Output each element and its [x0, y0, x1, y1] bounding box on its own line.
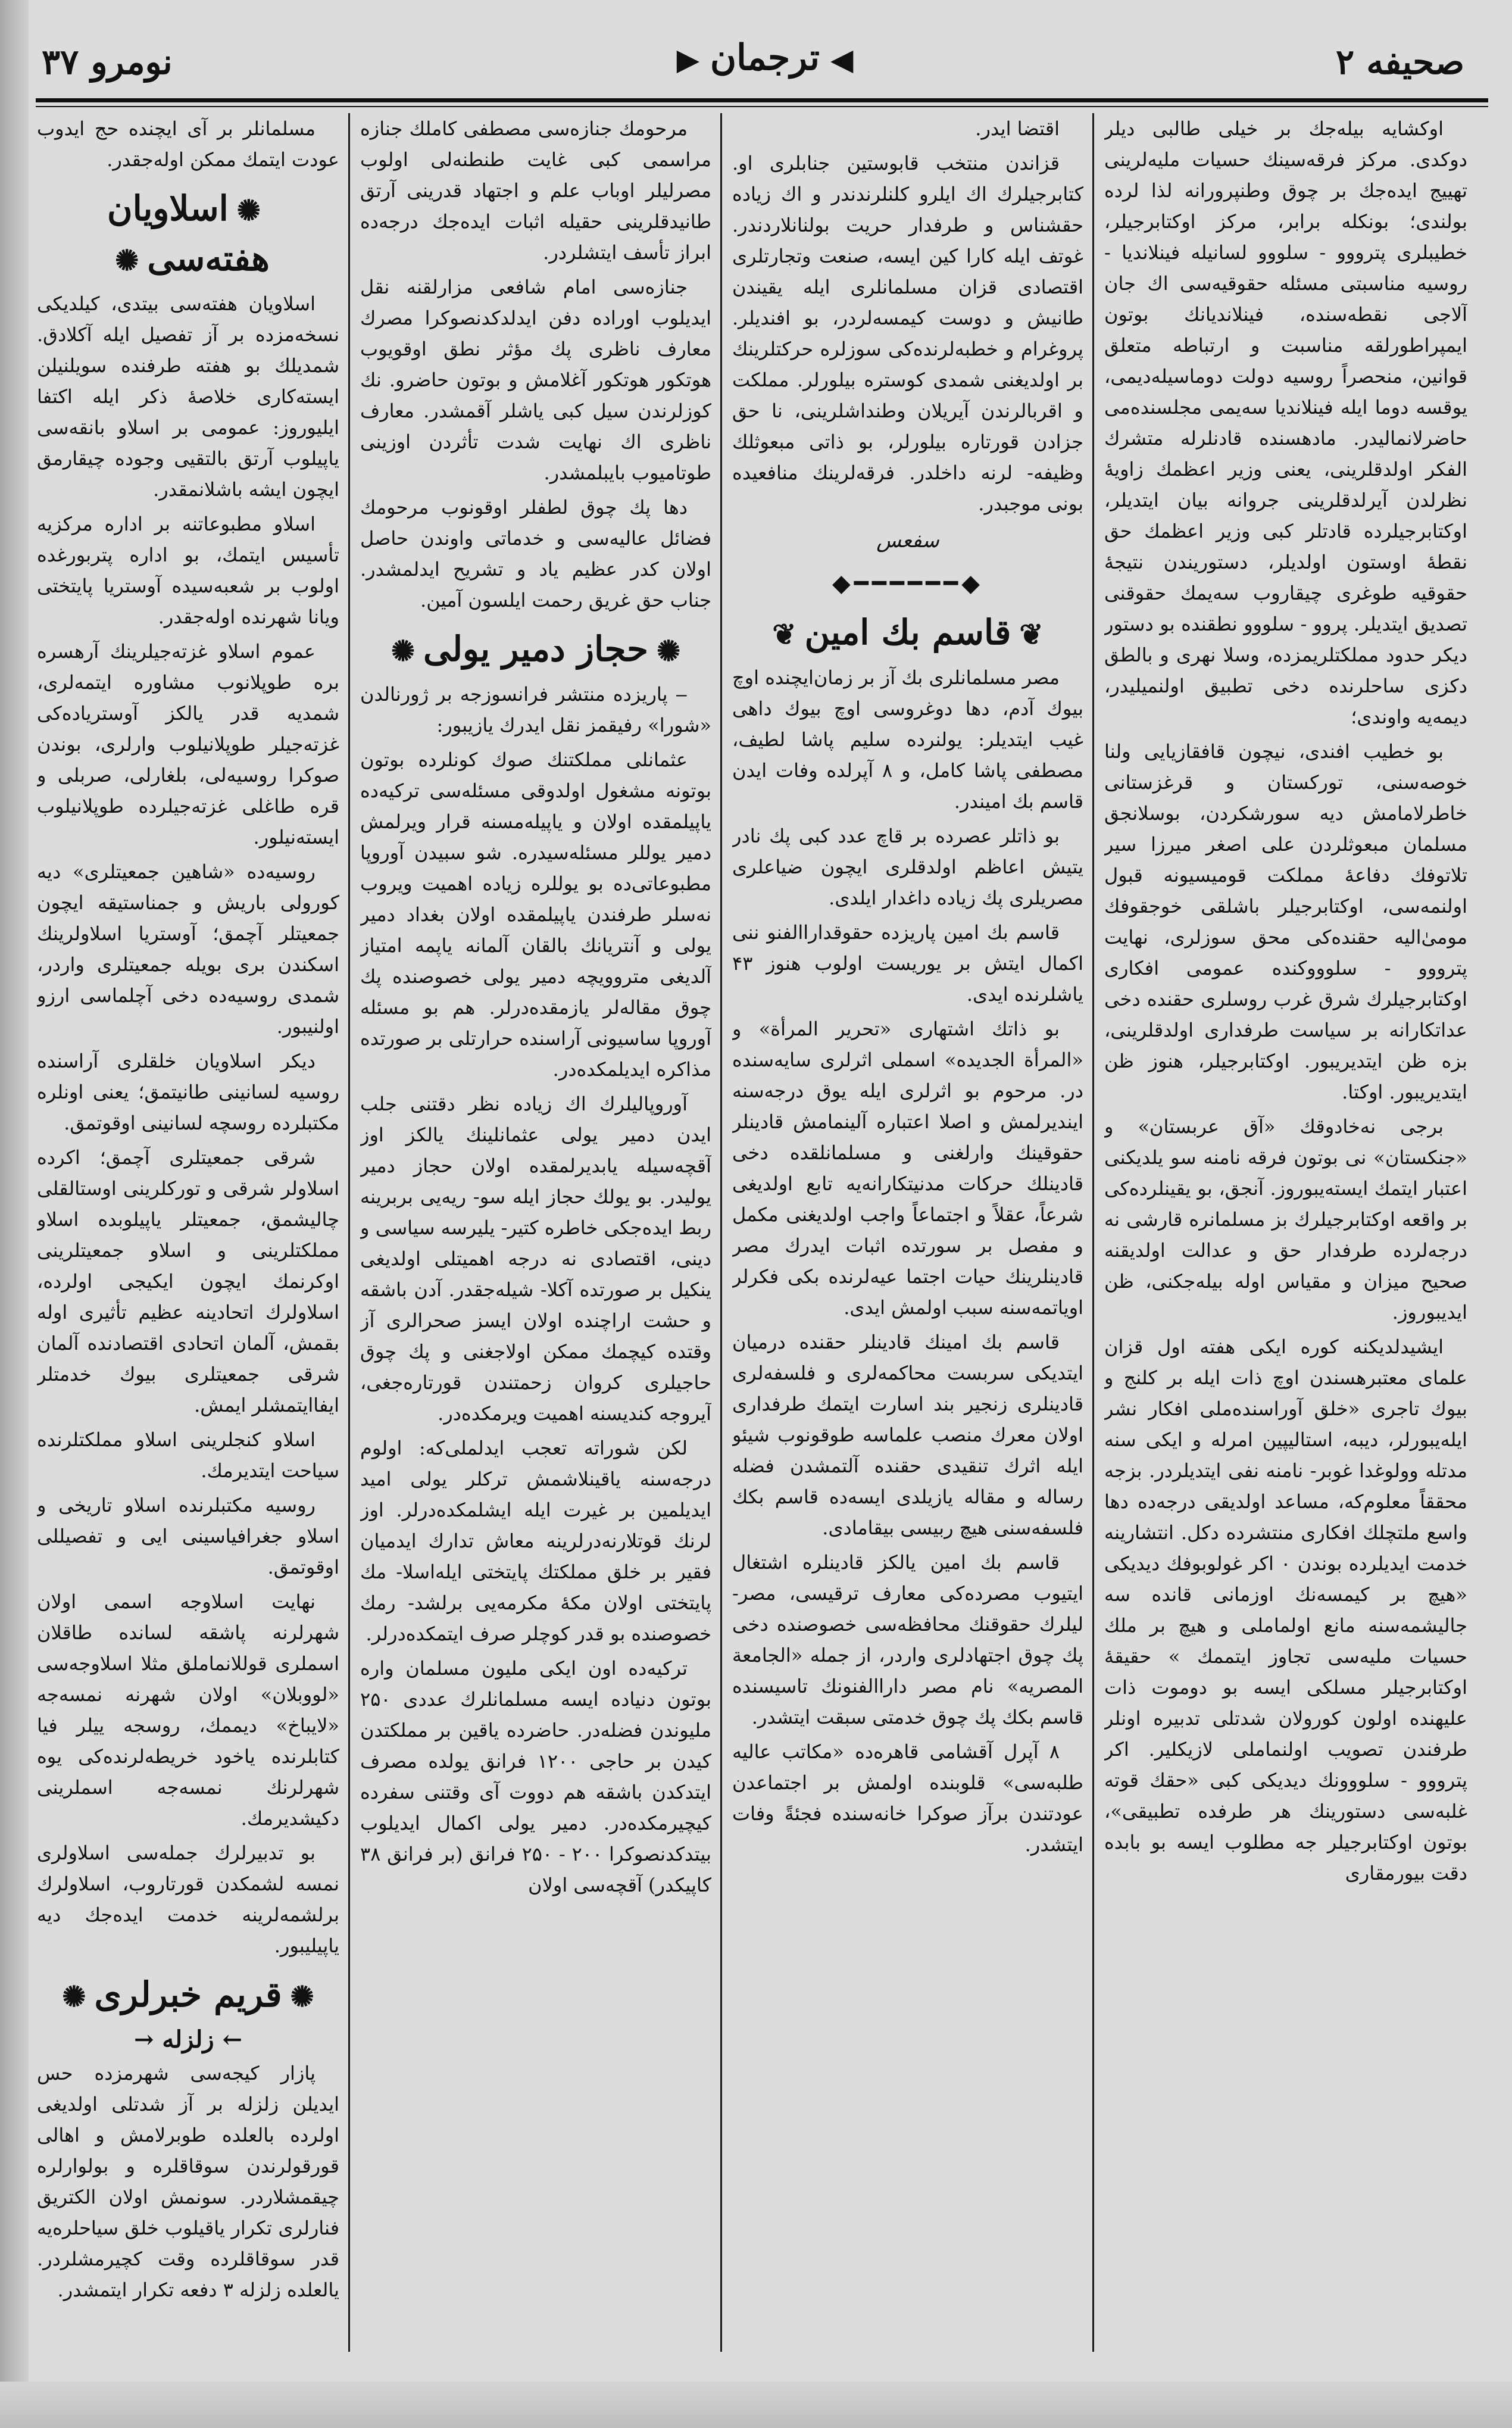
paragraph: ۸ آپرل آقشامی قاهره‌ده «مکاتب عالیه طلبه‌سی» قلوبنده اولمش بر اجتماعدن عودتندن برآز صوکرا خانه‌سنده فجئةً وفات ایتشدر.: [732, 1740, 1083, 1856]
article-heading: [37, 1971, 339, 2021]
ornamental-flourish-icon: ✺: [62, 1980, 86, 2014]
paragraph: قاسم بك امین پاریزده حقوقداراالفنو ننی اکمال ایتش بر یوریست اولوب هنوز ۴۳ یاشلرنده ایدی.: [732, 921, 1083, 1006]
page-label: صحیفه ۲: [1336, 42, 1464, 82]
paragraph: اسلاو کنجلرینی اسلاو مملکتلرنده سیاحت ایتدیرمك.: [37, 1428, 339, 1482]
paragraph: اسلاو مطبوعاتنه بر اداره مرکزیه تأسیس ایتمك، بو اداره پتربورغده اولوب بر شعبه‌سیده آوستریا پایتختی ویانا شهرنده اوله‌جقدر.: [37, 513, 339, 628]
paragraph: ‒ پاریزده منتشر فرانسوزجه بر ژورنالدن «شورا» رفیقمز نقل ایدرك یازیبور:: [360, 683, 711, 736]
paragraph: روسیه مکتبلرنده اسلاو تاریخی و اسلاو جغرافیاسینی ایی و تفصیللی اوقوتمق.: [37, 1494, 339, 1578]
paragraph: قاسم بك امینك قادینلر حقنده درمیان ایتدیکی سربست محاکمه‌لری و فلسفه‌لری قادینلری زنجیر بند اسارت ایتمك طرفداری اولان معرك منصب علماسه طوقونوب شیئو ایله اثرك تنقیدی حقنده آلتمشدن فضله رساله و مقاله یازیلدی ایسه‌ده قاسم بکك فلسفه‌سنی هیچ ربیسی بیقامادی.: [732, 1331, 1083, 1539]
issue-number: نومرو ۳۷: [42, 42, 173, 82]
paragraph: ترکیه‌ده اون ایکی ملیون مسلمان واره بوتون دنیاده ایسه مسلمانلرك عددی ۲۵۰ ملیوندن فضله‌در. حاضرده یاقین بر مملکتدن کیدن بر حاجی ۱۲۰۰ فرانق یولده مصرف ایتدکدن باشقه هم دووت آی وقتنی سفرده کیچیرمکده‌در. دمیر یولی اکمال ایدیلوب بیتدکدنصوکرا ۲۰۰ - ۲۵۰ فرانق (بر فرانق ۳۸ کاپیکدر) آقچه‌سی اولان: [360, 1657, 711, 1896]
decorative-arrow-icon: ▶: [676, 42, 700, 77]
masthead-rule: [36, 98, 1488, 102]
ornamental-divider-icon: ◆━━━━━━◆: [832, 570, 983, 597]
ornamental-flourish-icon: ❦: [1019, 618, 1044, 651]
ornamental-flourish-icon: ✺: [236, 194, 261, 227]
ornamental-flourish-icon: ✺: [656, 635, 681, 668]
paragraph: اقتضا ایدر.: [975, 117, 1060, 140]
paragraph: روسیه‌ده «شاهین جمعیتلری» دیه کورولی باریش و جمناستیقه ایچون جمعیتلر آچمق؛ آوستریا اسلاولرینك اسکندن بری بویله جمعیتلری واردر، شمدی روسیه‌ده دخی آچلماسی ارزو اولنیبور.: [37, 860, 339, 1038]
paragraph: دها پك چوق لطفلر اوقونوب مرحومك فضائل عالیه‌سی و خدماتی واوندن حاصل اولان کدر عظیم یاد و تشریح ایدلمشدر. جناب حق غریق رحمت ایلسون آمین.: [360, 496, 711, 611]
masthead-rule-thin: [36, 106, 1488, 107]
heading-text: اسلاویان هفته‌سی: [107, 188, 270, 279]
heading-text: قریم خبرلری: [94, 1974, 282, 2015]
paragraph: شرقی جمعیتلری آچمق؛ اکرده اسلاولر شرقی و تورکلرینی اوستالقلی چالیشمق، جمعیتلر یاپیلوبده اسلاو مملکتلرینی و اسلاو جمعیتلرینی اوکرنمك ایچون ایکیجی اولرده، اسلاولرك اتحادینه عظیم تأثیری اوله‌ بقمش، آلمان اتحادی اقتصادنده آلمان شرقی جمعیتلری بیوك خدمتلر ایفاایتمشلر ایمش.: [37, 1146, 339, 1416]
page-bottom-edge: [0, 2382, 1512, 2428]
paragraph: بو ذاتلر عصرده بر قاچ عدد کبی پك نادر یتیش اعاظم اولدقلری ایچون ضیاعلری مصریلری پك زیاده داغدار ایلدی.: [732, 825, 1083, 909]
heading-text: حجاز دمیر یولی: [423, 629, 648, 669]
subheading: [37, 2024, 339, 2055]
decorative-arrow-icon: ◀: [830, 42, 854, 77]
paragraph: بو ذاتك اشتهاری «تحریر المرأة» و «المرأة الجدیده» اسملی اثرلری سایه‌سنده در. مرحوم بو اثرلری ایله یوق درجه‌سنه ایندیرلمش و اصلا اعتباره آلینمامش قادینلر حقوقینك وارلغنی و مسلمانلقده دخی قادینلك حرکات مدنیتکارانه‌یه تابع اولدیغی شرعاً، عقلاً و اجتماعاً واجب اولدیغنی مکمل و مفصل بر سورتده اثبات ایدرك مصر قادینلرینك حیات اجتما عیه‌لرنده بکی فکرلر اویاتمه‌سنه سبب اولمش ایدی.: [732, 1018, 1083, 1319]
paragraph: دیکر اسلاویان خلقلری آراسنده روسیه لسانینی طانیتمق؛ یعنی اونلره مکتبلرده روسچه لسانینی اوقوتمق.: [37, 1050, 339, 1134]
column-divider: [348, 113, 350, 2352]
paragraph: نهایت اسلاوجه اسمی اولان شهرلرنه پاشقه لسانده طاقلان اسملری قوللانماملق مثلا اسلاوجه‌سی «لووبلان» اولان شهرنه نمسه‌جه «لایباخ» دیممك، روسجه ییلر فیا کتابلرنده یاخود خریطه‌لرنده‌کی یوه شهرلرنك نمسه‌جه اسملرینی دکیشدیرمك.: [37, 1590, 339, 1830]
ornamental-flourish-icon: ✺: [391, 635, 416, 668]
paragraph: مصر مسلمانلری بك آز بر زمان‌ایچنده اوچ بیوك آدم، دها دوغروسی اوچ بیوك داهی غیب ایتدیلر: یولنرده سلیم پاشا لطیف، مصطفی پاشا کامل، و ۸ آپرلده وفات ایدن قاسم بك امیندر.: [732, 666, 1083, 813]
column-1: [1104, 113, 1467, 2352]
paragraph: بو تدبیرلرك جمله‌سی اسلاولری نمسه لشمکدن قورتاروب، اسلاولرك برلشمه‌لرینه خدمت ایده‌جك دیه یاپیلیبور.: [37, 1842, 339, 1957]
paragraph: بو خطیب افندی، نیچون قافقازیایی ولنا خوصه‌سنی، تورکستان و قرغزستانی خاطرلامامش دیه سورشکردن، بوسلانجق مسلمان مبعوثلردن علی اصغر میرزا سیر تلاتوفك دفاعهٔ مملکت قومیسیونه قبول اولنمه‌سی، اوکتابرجیلر باشلقی خوجقوفك مومیٰ‌الیه حقنده‌کی محق سوزلری، نهایت پترووو - سلوووکنده عمومی افکاری اوکتابرجیلرك شرق غرب روسلری حقنده دخی عداتکارانه بر سیاست طرفداری اولدقلرینی، بزه ظن ایتدیریبور. اوکتابرجیلر، هنوز ظن ایتدیریبور. اوکتا.: [1104, 740, 1467, 1103]
decorative-arrow-icon: ←: [214, 2026, 243, 2053]
paragraph: جنازه‌سی امام شافعی مزارلقنه نقل ایدیلوب اوراده دفن ایدلدکدنصوکرا مصرك معارف ناظری پك مؤثر نطق اوقویوب هوتکور هوتکور آغلامش و بوتون حاضرو. نك کوزلرندن سیل کبی یاشلر آقمشدر. معارف ناظری اك نهایت شدت تأثردن اوزینی طوتامیوب بایبلمشدر.: [360, 276, 711, 484]
article-heading: [37, 185, 339, 285]
article-heading: [732, 608, 1083, 659]
article-heading: [360, 625, 711, 675]
ornamental-flourish-icon: ✺: [290, 1980, 314, 2014]
paragraph: قاسم بك امین یالکز قادینلره اشتغال ایتیوب مصرده‌کی معارف ترقیسی، مصر- لیلرك حقوقنك محافظه‌سی خصوصنده دخی پك چوق اجتهادلری واردر، از جمله «الجامعة المصریه» نام مصر داراالفنونك تاسیسنده قاسم بکك پك چوق خدمتی سبقت ایتشدر.: [732, 1551, 1083, 1728]
paragraph: عموم اسلاو غزته‌جیلرینك آرهسره بره طوپلانوب مشاوره ایتمه‌لری، شمدیه قدر یالکز آوستریاده‌کی غزته‌جیلر طوپلانیلوب وارلری، بوندن صوکرا روسیه‌لی، بلغارلی، صربلی و قره طاغلی غزته‌جیلرده طوپلانیلوب ایسته‌نیلور.: [37, 640, 339, 848]
paragraph: عثمانلی مملکتنك صوك کونلرده بوتون بوتونه مشغول اولدوقی مسئله‌سی ترکیه‌ده یاپیلمقده اولان و یاپیله‌مسنه قرار ویرلمش دمیر یوللر مسئله‌سیدره. شو سبیدن آوروپا مطبوعاتی‌ده بو یوللره زیاده اهمیت ویروب نه‌سلر طرفندن یاپیلمقده اولان بغداد دمیر یولی و آنتریانك بالقان آلمانه یاپمه امتیاز آلدیغی متروویچه دمیر یولی خصوصنده پك چوق مقاله‌لر یازمقده‌درلر. هم بو مسئله آوروپا ساسیونی آراسنده حرارتلی بر صورتده مذاکره ایدیلمکده‌در.: [360, 748, 711, 1081]
paragraph: اسلاویان هفته‌سی بیتدی، کیلدیکی نسخه‌مزده بر آز تفصیل ایله آکلادق. شمدیلك بو هفته طرفنده سویلنیلن ایسته‌کاری خلاصهٔ ذکر ایله اکتفا ایلیوروز: عمومی بر اسلاو بانقه‌سی یاپیلوب آرتق بالتقیی وجوده چیقارمق ایچون ایشه باشلانمقدر.: [37, 292, 339, 501]
page-left-edge: [0, 0, 29, 2428]
paragraph: پازار کیجه‌سی شهرمزده حس ایدیلن زلزله بر آز شدتلی اولدیغی اولرده بالعلده طوبرلامش و اهالی قورقولرندن سوقاقلره و بولوارلره چیقمشلاردر. سونمش اولان الکتریق فنارلری تکرار یاقیلوب خلق سیاحلره‌یه قدر سوقاقلرده وقت کچیرمشلردر. یالعلده زلزله ۳ دفعه تکرار ایتمشدر.: [37, 2062, 339, 2301]
author-signature: سفعس: [876, 529, 939, 553]
heading-text: قاسم بك امین: [804, 612, 1011, 653]
column-3: [360, 113, 711, 2352]
column-2: [732, 113, 1083, 2352]
paragraph: برجی نه‌خادوقك «آق عربستان» و «جنکستان» نی بوتون فرقه نامنه سو یلدیکنی اعتبار ایتمك ایسته‌یبوروز. آنجق، بو یقینلرده‌کی بر واقعه اوکتابرجیلرك بز مسلمانره قارشی نه درجه‌لرده طرفدار حق و عدالت اولدیقنه صحیح میزان و مقیاس اوله بیله‌جکنی، ظن ایدیبوروز.: [1104, 1115, 1467, 1324]
paragraph: مرحومك جنازه‌سی مصطفی کاملك جنازه مراسمی کبی غایت طنطنه‌لی اولوب مصرلیلر اوباب علم و اجتهاد قدرینی آرتق طانیدقلرینی حقیله اثبات ایده‌جك درجه‌ده ابراز تأسف ایتشلردر.: [360, 117, 711, 264]
masthead: [30, 37, 1500, 102]
paragraph: اوکشایه بیله‌جك بر خیلی طالبی دیلر دوکدی. مرکز فرقه‌سینك حسیات ملیه‌لرینی تهییج ایده‌جك بر چوق وطنپرورانه لذا لرده بولندی؛ بونکله برابر، مرکز اوکتابرجیلر، خطیبلری پترووو - سلووو لسانیله فینلاندیا - روسیه مناسبتی مسئله حقوقیه‌سی اك جان آلاجی نقطه‌سنده، فینلاندیانك بوتون ایمپراطورلقه مناسبت و ارتباطه متعلق قوانین، منحصراً روسیه دولت دوماسیله‌دیمی، یوقسه دوما ایله فینلاندیا سه‌یمی مجلسنده‌می حاضرلانمالیدر. مادهسنده قادنلرله متشرك الفکر اولدقلرینی، یعنی وزیر اعظمك زاویهٔ نظرلدن آیرلدقلرینی جروانه بیان ایتدیلر، اوکتابرجیلرده قادتلر کبی وزیر اعظمك حق نقطهٔ اوستون اولدیلر، دستوریندن نتیجهٔ حقوقیه طوغری چیقاروب سه‌یمك حقوقنی تصدیق ایتدیلر. پروو - سلووو نطقنده بو دستور دیکر حدود مملکتلریمزده، وسلا نهری و بالطق دکزی ساحلرنده دخی تطبیق اولنمیلیدر، دیمه‌یه‌ واوندی؛: [1104, 117, 1467, 728]
newspaper-title: ترجمان: [710, 37, 820, 79]
masthead-title-block: [30, 37, 1500, 79]
paragraph: مسلمانلر بر آی ایچنده حج ایدوب عودت ایتمك ممکن اوله‌جقدر.: [37, 117, 339, 171]
paragraph: آوروپالیلرك اك زیاده نظر دقتنی جلب ایدن دمیر یولی عثمانلینك یالکز اوز آقچه‌سیله یابدیرلمقده اولان حجاز دمیر یولیدر. بو یولك حجاز ایله سو- ریه‌یی بربرینه ربط ایده‌جکی خاطره کتیر- یلیرسه سیاسی و دینی، اقتصادی نه درجه اهمیتلی اولدیغی ینکیل بر صورتده آکلا- شیله‌جقدر. آدن باشقه و حشت اراچنده اولان ایسز صحرالری آز وقتده کیچمك ممکن اولاجغنی و پك چوق حاجیلری کروان زحمتندن قورتاره‌جغی، آیروجه کندیسنه اهمیت ویرمکده‌در.: [360, 1093, 711, 1425]
column-4: [37, 113, 339, 2352]
decorative-arrow-icon: →: [133, 2026, 163, 2053]
paragraph: قزاندن منتخب قابوستین جنابلری او. کتابرجیلرك اك ایلرو کلنلرندندر و اك زیاده حقشناس و طرفدار حریت بولنانلاردندر. غوتف ایله کارا کین ایسه، صنعت وتجارتلری اقتصادی قزان مسلمانلری ایله یقیندن طانیش و دوست کیمسه‌لردر، بو افندیلر. پروغرام و خطبه‌لرنده‌کی سوزلره حرکتلرینك بر اولدیغنی شمدی کوستره بیلورلر. مملکت و اقربالرندن آیریلان وطنداشلرینی، نا حق جزادن قورتاره بیلورلر، بو ذاتی مبعوثلك وظیفه- لرنه داخلدر. فرقه‌لرینك منافعیده بونی موجبدر.: [732, 152, 1083, 515]
subheading-text: زلزله: [162, 2026, 214, 2053]
ornamental-flourish-icon: ✺: [115, 244, 139, 277]
paragraph: لکن شوراته تعجب ایدلملی‌که: اولوم درجه‌سنه یاقینلاشمش ترکلر یولی امید ایدیلمین بر غیرت ایله ایشلمکده‌درلر. اوز لرنك قوتلارنه‌درلرینه معاش تدارك ایدمیان فقیر بر خلق مملکتك پایتختی ایله‌اسلا- مك پایتختی اولان مکهٔ مکرمه‌یی برلشد- رمك خصوصنده بو قدر کوچلر صرف ایتمکده‌درلر.: [360, 1437, 711, 1645]
ornamental-flourish-icon: ❦: [772, 618, 796, 651]
column-divider: [720, 113, 722, 2352]
column-divider: [1092, 113, 1094, 2352]
paragraph: ایشیدلدیکنه کوره ایکی هفته اول قزان علمای معتبرهسندن اوچ ذات ایله بر کلنج و بیوك تاجری «خلق آوراسنده‌ملی افکار نشر ایله‌یبورلر، دیبه، استالیپین امرله و ایکی سنه مدتله وولوغدا غوبر- نامنه نفی ایتدیلردر. بزجه محققاً معلوم‌که، مساعد اولدیقی درجه‌ده دها واسع ملتچلك افکاری منتشرده دکل. انتشارینه خدمت ایدیلرده بوندن ۰ اکر غولوبوفك دیدیکی «هیچ بر کیمسه‌نك اوزمانی قانده سه‌ جالیشمه‌سنه مانع اولماملی و هیچ بر ملك حسیات ملیه‌سی تجاوز ایتممك » حقیقهٔ اوکتابرجیلر مسلکی ایسه بو دوموت ذات علیهنده‌ اولون کورولان شدتلی تدبیره اونلر طرفندن تصویب اولنماملی لازیکلیر. اکر پترووو - سلووونك دیدیکی کبی «حقك قوته غلبه‌سی دستورینك هر طرفده تطبیقی»، بوتون اوکتابرجیلر جه‌ مطلوب ایسه بو بابده دقت بیورمقاری: [1104, 1335, 1467, 1884]
